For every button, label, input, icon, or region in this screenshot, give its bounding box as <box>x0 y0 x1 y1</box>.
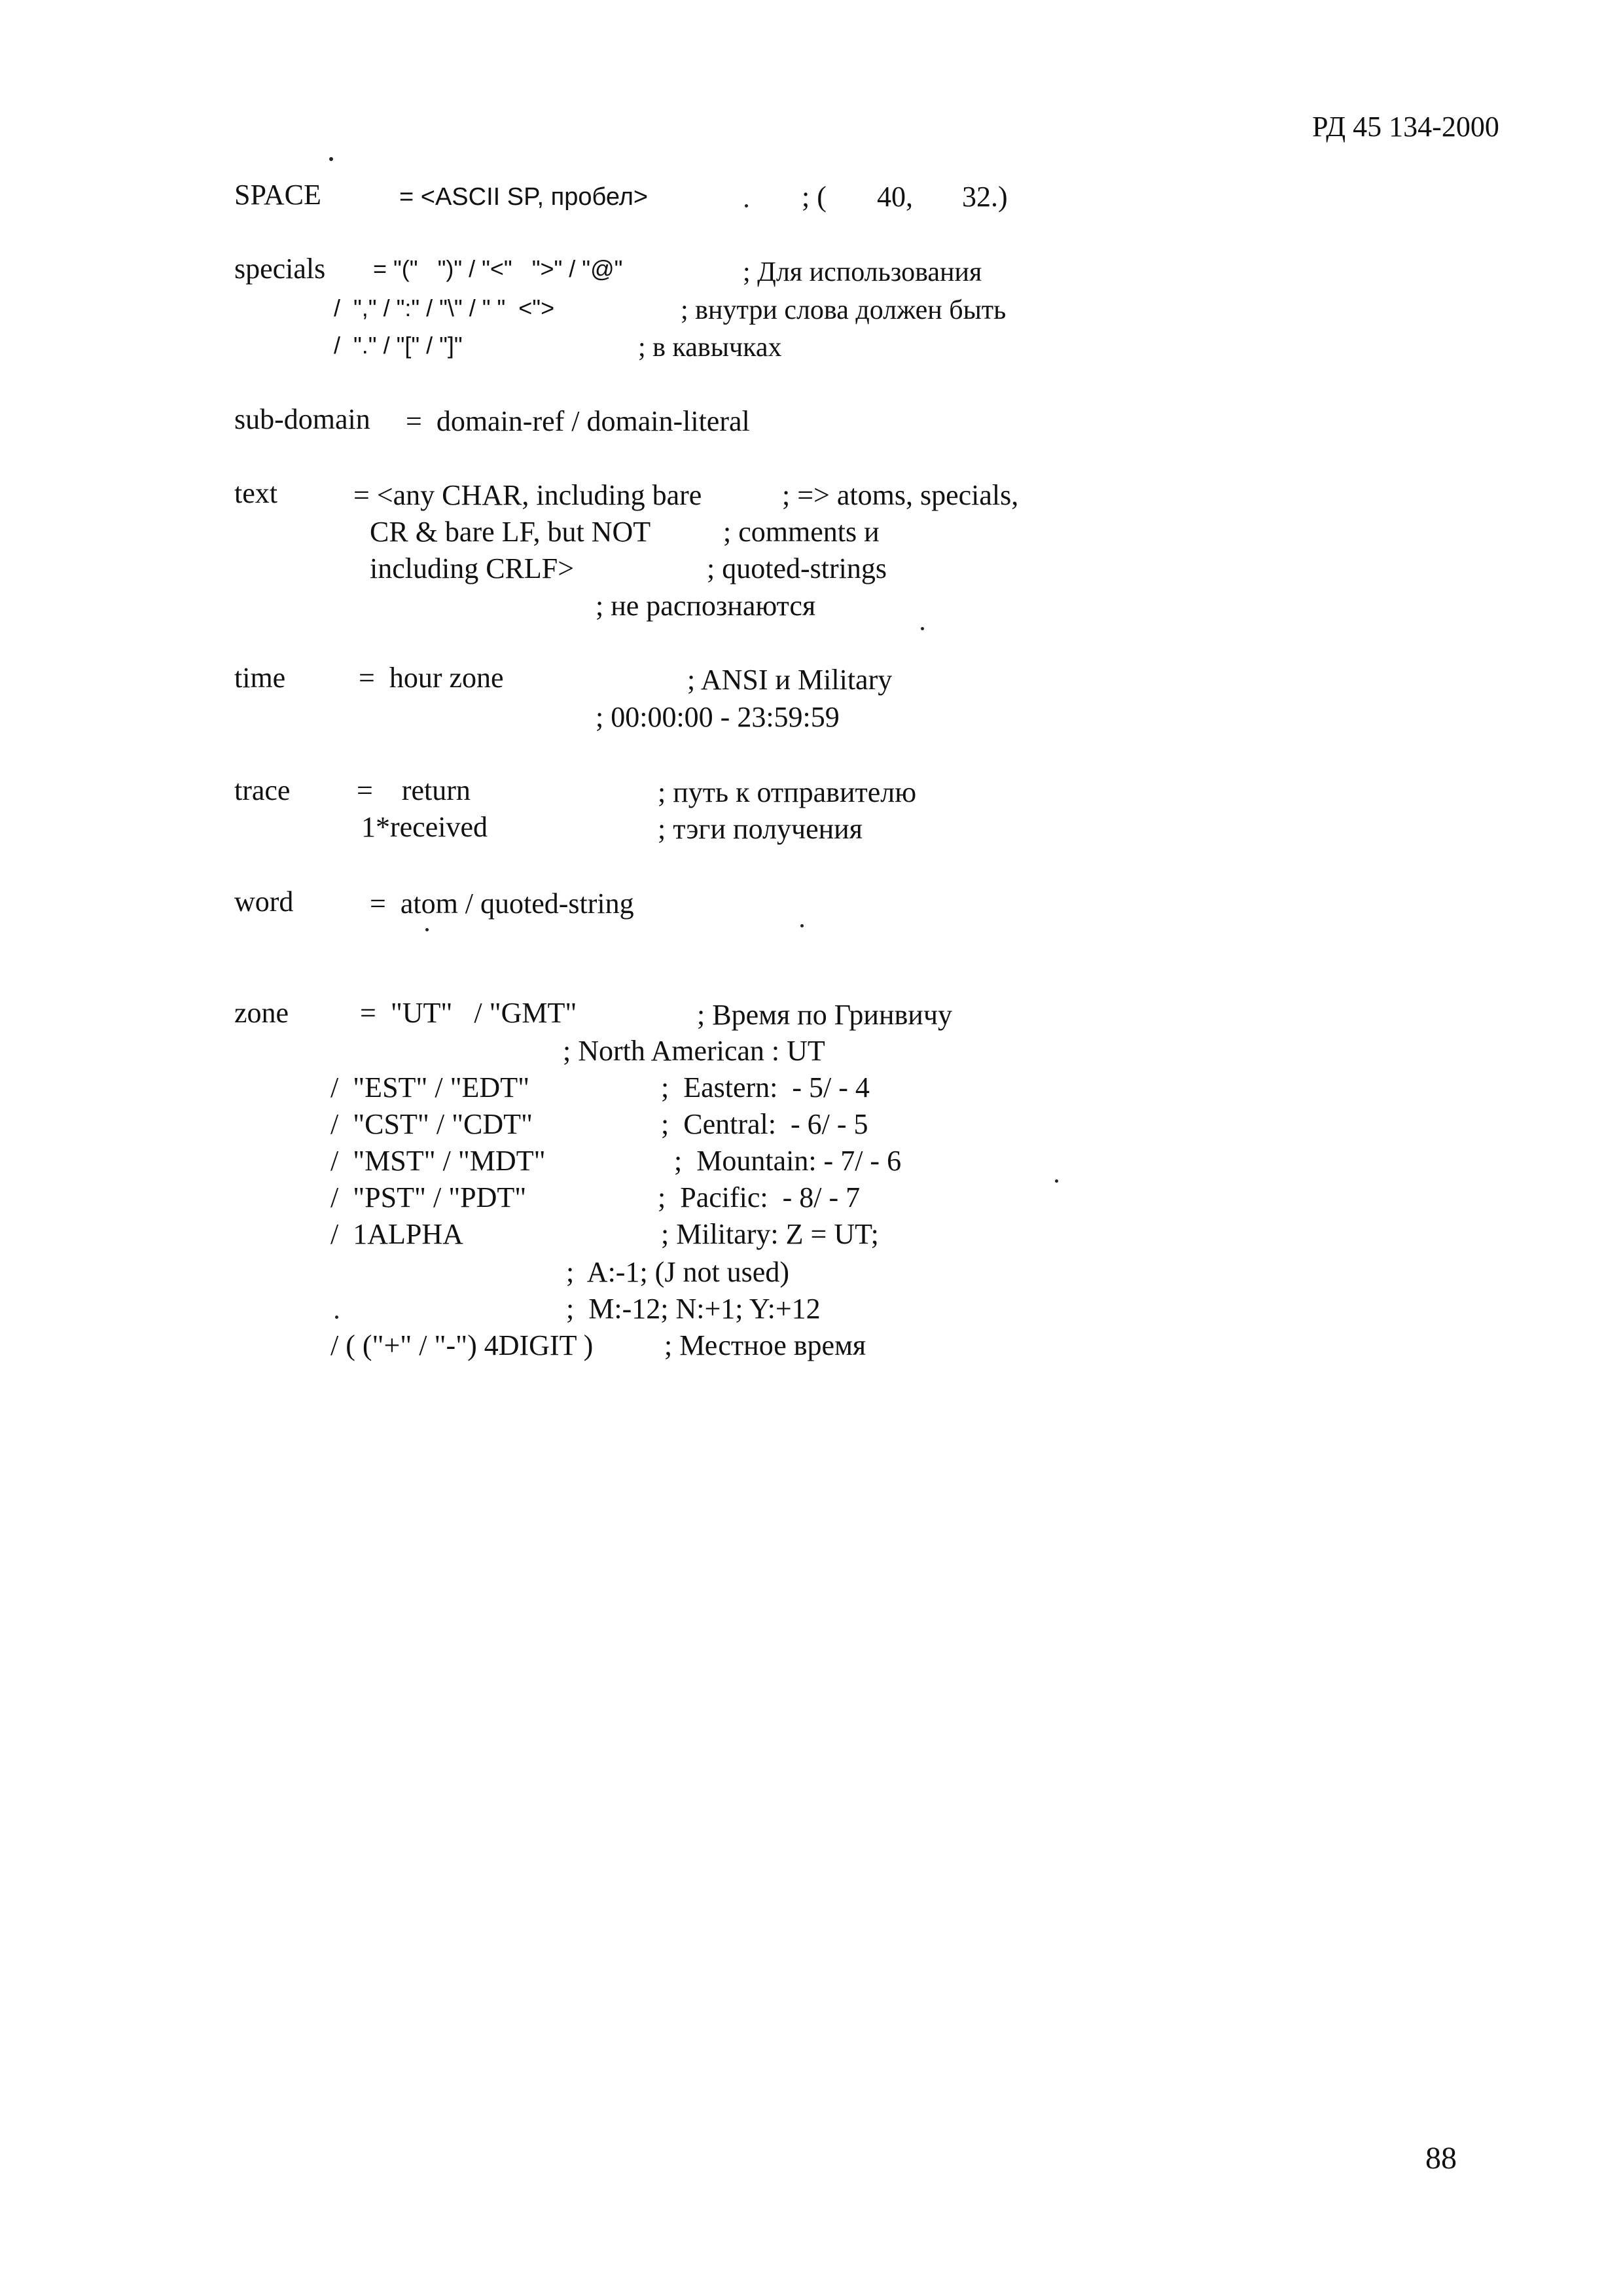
scan-speck <box>425 928 429 931</box>
rule-name: specials <box>234 253 326 285</box>
rule-comment: ; Время по Гринвичу <box>697 999 952 1031</box>
rule-name: time <box>234 662 286 694</box>
rule-name: sub-domain <box>234 403 370 435</box>
rule-name: word <box>234 886 294 918</box>
rule-definition: = "(" ")" / "<" ">" / "@" <box>373 255 623 282</box>
rule-comment: ; Для использования <box>743 257 982 287</box>
decimal-value: 32.) <box>962 181 1008 213</box>
scan-speck <box>1055 1179 1058 1183</box>
rule-definition: = <any CHAR, including bare <box>353 479 702 511</box>
rule-comment: ; ( <box>802 181 827 213</box>
rule-definition: = "UT" / "GMT" <box>360 997 577 1029</box>
rule-comment: ; Central: - 6/ - 5 <box>661 1108 868 1140</box>
document-code-header: РД 45 134-2000 <box>1312 111 1499 143</box>
rule-name: zone <box>234 997 289 1029</box>
rule-definition: = return <box>357 774 471 806</box>
rule-comment: ; не распознаются <box>596 590 816 622</box>
rule-comment: ; quoted-strings <box>707 552 887 584</box>
rule-definition: = <ASCII SP, пробел> <box>399 183 649 211</box>
rule-comment: ; Pacific: - 8/ - 7 <box>658 1181 861 1213</box>
rule-comment: ; Mountain: - 7/ - 6 <box>674 1145 902 1177</box>
octal-value: 40, <box>877 181 913 213</box>
rule-definition: / "," / ":" / "\" / " " <"> <box>334 295 555 321</box>
rule-definition: / "EST" / "EDT" <box>330 1071 530 1103</box>
rule-comment: ; 00:00:00 - 23:59:59 <box>596 701 840 733</box>
page-number: 88 <box>1425 2141 1457 2176</box>
rule-comment: ; внутри слова должен быть <box>681 295 1007 325</box>
rule-comment: ; в кавычках <box>638 332 782 363</box>
scan-speck <box>745 204 748 207</box>
rule-definition: 1*received <box>361 811 488 843</box>
rule-definition: / "PST" / "PDT" <box>330 1181 527 1213</box>
rule-definition: / "." / "[" / "]" <box>334 332 463 359</box>
rule-definition: / ( ("+" / "-") 4DIGIT ) <box>330 1329 594 1361</box>
rule-name: text <box>234 477 277 509</box>
rule-definition: = domain-ref / domain-literal <box>406 405 750 437</box>
scan-speck <box>800 924 804 927</box>
scan-speck <box>921 627 924 630</box>
rule-comment: ; M:-12; N:+1; Y:+12 <box>566 1293 821 1325</box>
rule-comment: ; A:-1; (J not used) <box>566 1256 789 1288</box>
rule-definition: CR & bare LF, but NOT <box>370 516 651 548</box>
rule-comment: ; => atoms, specials, <box>782 479 1019 511</box>
rule-definition: / "MST" / "MDT" <box>330 1145 546 1177</box>
rule-comment: ; ANSI и Military <box>687 664 893 696</box>
rule-definition: including CRLF> <box>370 552 575 584</box>
rule-name: trace <box>234 774 291 806</box>
rule-definition: / 1ALPHA <box>330 1218 463 1250</box>
rule-name: SPACE <box>234 179 321 211</box>
rule-comment: ; Military: Z = UT; <box>661 1218 879 1250</box>
rule-comment: ; comments и <box>723 516 880 548</box>
scan-speck <box>335 1316 338 1319</box>
rule-comment: ; тэги получения <box>658 813 863 845</box>
rule-definition: / "CST" / "CDT" <box>330 1108 533 1140</box>
rule-comment: ; путь к отправителю <box>658 776 917 808</box>
rule-definition: = atom / quoted-string <box>370 888 634 920</box>
rule-comment: ; Местное время <box>664 1329 866 1361</box>
rule-comment: ; Eastern: - 5/ - 4 <box>661 1071 870 1103</box>
rule-definition: = hour zone <box>359 662 504 694</box>
rule-comment: ; North American : UT <box>563 1035 825 1067</box>
scan-speck <box>329 157 333 161</box>
